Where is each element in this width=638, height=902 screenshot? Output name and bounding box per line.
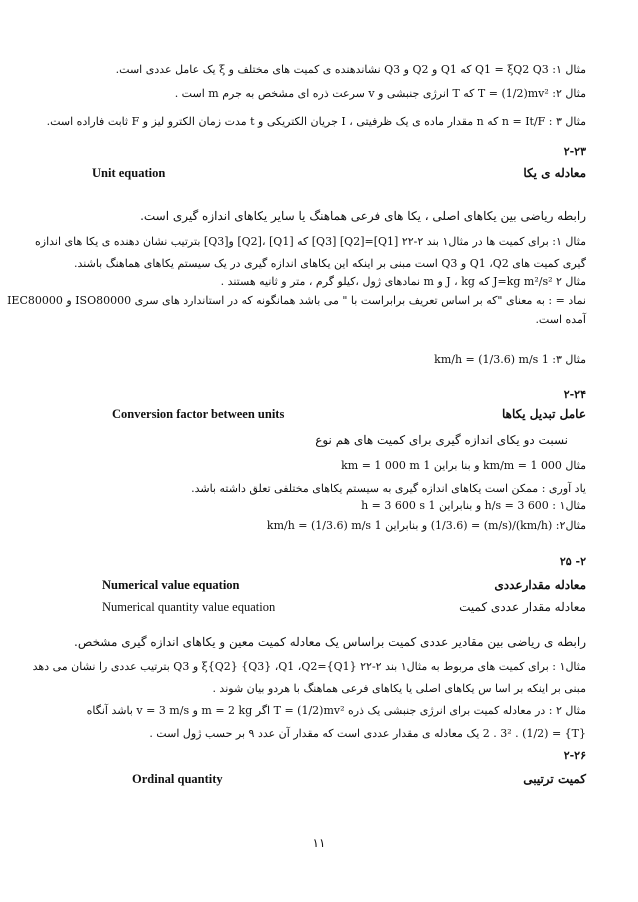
- section-heading-ordinal-quantity: [52, 770, 586, 788]
- paragraph: رابطه ریاضی بین یکاهای اصلی ، یکا های فرعی هماهنگ یا سایر یکاهای اندازه گیری است.: [140, 209, 586, 223]
- section-number-26: ۲-۲۶: [563, 749, 586, 762]
- section-number-23: ۲-۲۳: [563, 145, 586, 158]
- paragraph: یاد آوری : ممکن است یکاهای اندازه گیری به سیستم یکاهای مختلفی تعلق داشته باشد.: [191, 482, 586, 495]
- section-heading-conversion-factor: [52, 405, 586, 423]
- paragraph: نسبت دو یکای اندازه گیری برای کمیت های هم نوع: [315, 433, 568, 447]
- paragraph: مثال۲: (km/h)/(m/s) = (1/3.6) و بنابراین 1 km/h = (1/3.6) m/s: [266, 519, 586, 532]
- paragraph: مثال۱ : برای کمیت های مربوط به مثال۱ بند ۲-۲۲ {Q1}=ξ{Q2} {Q3} ،Q1 ،Q2 و Q3 بترتیب عددی را نشان می دهد: [32, 660, 586, 673]
- paragraph: رابطه ی ریاضی بین مقادیر عددی کمیت براساس یک معادله کمیت معین و یکاهای اندازه گیری مشخص.: [74, 635, 586, 649]
- subheading-numerical-quantity: [52, 598, 586, 616]
- subheading-en: Numerical quantity value equation: [102, 600, 276, 614]
- paragraph: نماد = : به معنای "که بر اساس تعریف برابراست با " می باشد همانگونه که در استاندارد های سری ISO80000 و IEC80000: [7, 294, 586, 307]
- page-number: ۱۱: [312, 836, 326, 850]
- heading-en: Ordinal quantity: [132, 772, 223, 786]
- paragraph: مثال۱ : h/s = 3 600 و بنابراین 1 h = 3 600 s: [361, 499, 586, 512]
- paragraph: {T} = (1/2) . 2 . 3² یک معادله ی مقدار عددی است که مقدار آن عدد ۹ بر حسب ژول است .: [149, 727, 586, 740]
- heading-fa: کمیت ترتیبی: [523, 772, 586, 786]
- example-3: مثال ۳ : n = It/F که n مقدار ماده ی یک ظرفیتی ، I جریان الکتریکی و t مدت زمان الکترو لیز و F ثابت فاراده است.: [46, 115, 586, 128]
- paragraph: مبنی بر اینکه بر اسا س یکاهای اصلی یا یکاهای فرعی هماهنگ با هردو بیان شوند .: [212, 682, 586, 695]
- section-heading-numerical-value: [52, 576, 586, 594]
- section-number-25: ۲- ۲۵: [559, 555, 586, 568]
- paragraph: مثال ۲ J=kg m²/s² که J ، kg و m نمادهای ژول ،کیلو گرم ، متر و ثانیه هستند .: [220, 275, 586, 288]
- example-2: مثال ۲: T = (1/2)mv² که T انرژی جنبشی و v سرعت ذره ای مشخص به جرم m است .: [174, 87, 586, 100]
- heading-en: Numerical value equation: [102, 578, 240, 592]
- heading-fa: عامل تبدیل یکاها: [502, 407, 586, 421]
- heading-en: Conversion factor between units: [112, 407, 285, 421]
- paragraph: مثال ۱: برای کمیت ها در مثال۱ بند ۲-۲۲ [Q1]=[Q2] [Q3] که [Q1] ،[Q2] و[Q3] بترتیب نشان دهنده ی یکا های اندازه: [35, 235, 586, 248]
- heading-fa: معادله مقدارعددی: [494, 578, 586, 592]
- subheading-fa: معادله مقدار عددی کمیت: [459, 600, 586, 614]
- heading-en: Unit equation: [92, 166, 166, 180]
- paragraph: آمده است.: [535, 313, 586, 326]
- paragraph: گیری کمیت های Q1 ،Q2 و Q3 است مبنی بر اینکه این یکاهای اندازه گیری در یک سیستم یکاهای هماهنگ باشند.: [74, 257, 586, 270]
- section-number-24: ۲-۲۴: [563, 388, 586, 401]
- example-1: مثال ۱: Q1 = ξQ2 Q3 که Q1 و Q2 و Q3 نشاندهنده ی کمیت های مختلف و ξ یک عامل عددی است.: [115, 63, 586, 76]
- section-heading-unit-equation: [52, 164, 586, 182]
- paragraph: مثال ۲ : در معادله کمیت برای انرژی جنبشی یک ذره T = (1/2)mv² اگر m = 2 kg و v = 3 m/s باشد آنگاه: [86, 704, 586, 717]
- heading-fa: معادله ی یکا: [523, 166, 586, 180]
- paragraph: مثال ۳: 1 km/h = (1/3.6) m/s: [434, 353, 586, 366]
- paragraph: مثال km/m = 1 000 و بنا براین 1 km = 1 000 m: [341, 459, 586, 472]
